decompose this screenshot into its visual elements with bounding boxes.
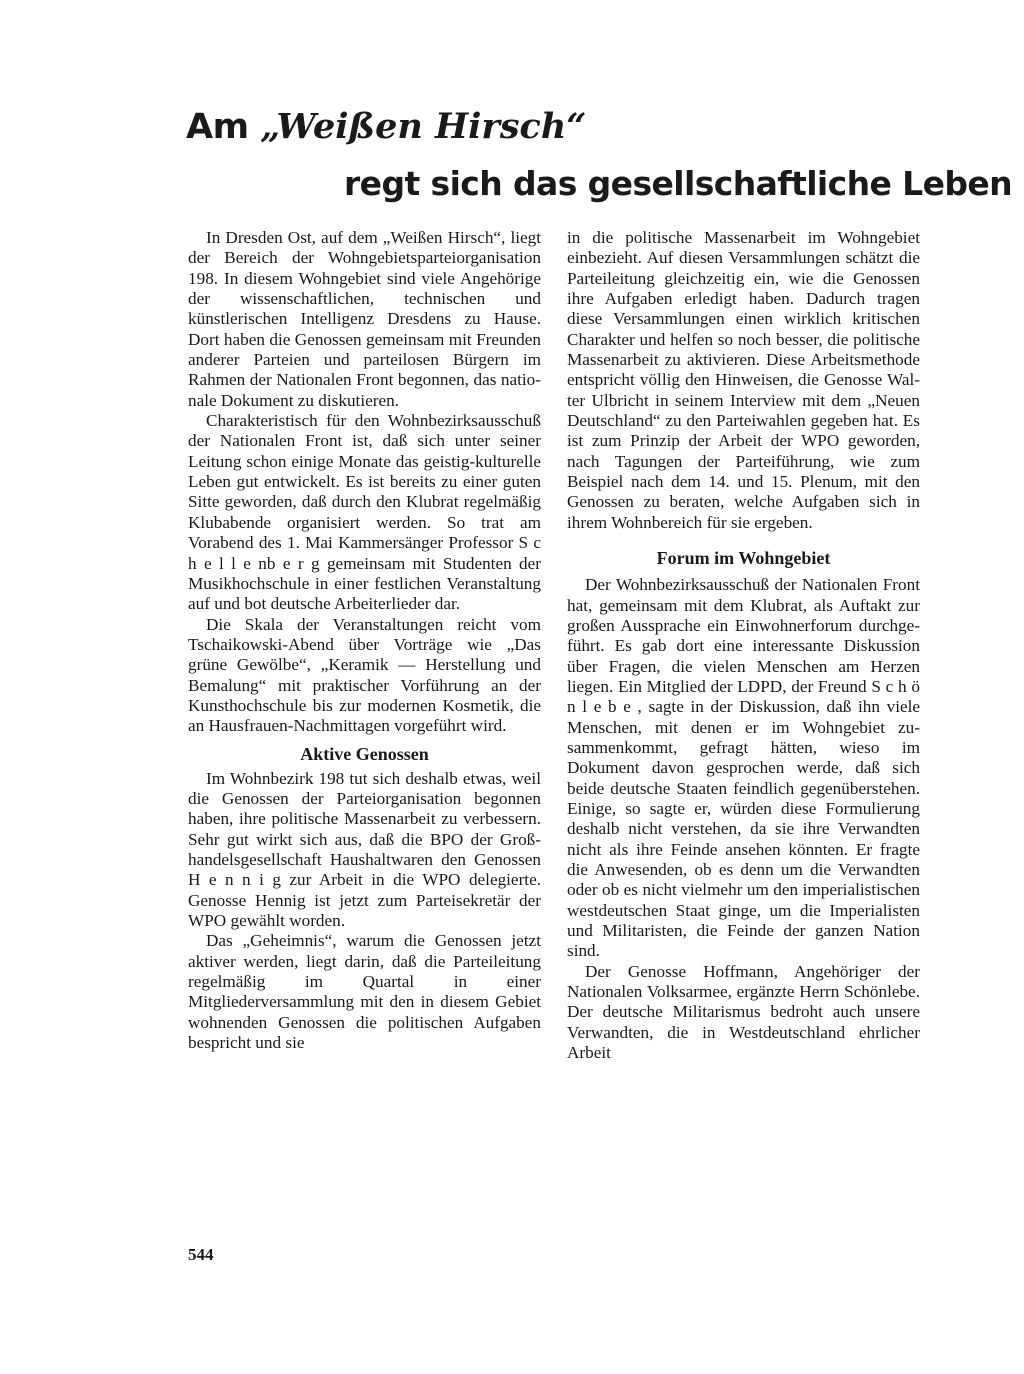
paragraph: Das „Geheimnis“, warum die Genossen jetzt aktiver werden, liegt darin, daß die Parteileitung regelmäßig im Quartal in einer Mitgliederversammlung mit den in diesem Gebiet wohnenden Genossen die politischen Aufgaben bespricht und sie <box>188 931 541 1053</box>
left-column <box>188 228 541 1053</box>
paragraph: Charakteristisch für den Wohnbezirksausschuß der Nationalen Front ist, daß sich unter seiner Leitung schon einige Monate das geistig-kulturelle Leben gut entwickelt. Es ist bereits zu einer guten Sitte geworden, daß durch den Klubrat regelmäßig Klubabende organisiert werden. So trat am Vorabend des 1. Mai Kammersänger Professor S c h e l l e nb e r g gemeinsam mit Studenten der Musikhochschule in einer festlichen Veranstaltung auf und bot deutsche Arbeiterlieder dar. <box>188 411 541 614</box>
right-column <box>567 228 920 1063</box>
headline-prefix: Am <box>186 107 261 147</box>
paragraph: Im Wohnbezirk 198 tut sich deshalb etwas, weil die Genossen der Parteiorganisation begonnen haben, ihre politische Massenarbeit zu verbessern. Sehr gut wirkt sich aus, daß die BPO der Großhandelsgesellschaft Haushaltwaren den Genossen H e n n i g zur Arbeit in die WPO delegierte. Genosse Hennig ist jetzt zum Parteisekretär der WPO gewählt worden. <box>188 768 541 930</box>
section-heading-aktive-genossen: Aktive Genossen <box>300 743 429 764</box>
headline-line-2: regt sich das gesellschaftliche Leben <box>344 164 1013 203</box>
headline-line-1 <box>186 106 586 147</box>
section-heading-forum: Forum im Wohngebiet <box>656 548 831 569</box>
paragraph: Die Skala der Veranstaltungen reicht vom Tschaikowski-Abend über Vorträge wie „Das grüne Gewölbe“, „Keramik — Herstellung und Bemalung“ mit praktischer Vorführung an der Kunsthochschule bis zur modernen Kosmetik, die an Hausfrauen-Nachmittagen vorgeführt wird. <box>188 614 541 736</box>
paragraph: Der Wohnbezirksausschuß der Nationalen Front hat, gemeinsam mit dem Klubrat, als Auftakt zur großen Aussprache ein Einwohnerforum durchgeführt. Es gab dort eine interessante Diskussion über Fragen, die vielen Menschen am Herzen liegen. Ein Mitglied der LDPD, der Freund S c h ö n l e b e , sagte in der Diskussion, daß ihn viele Menschen, mit denen er im Wohngebiet zusammenkommt, gefragt hätten, wieso im Dokument davon gesprochen werde, daß sich beide deutsche Staaten feindlich gegenüberstehen. Einige, so sagte er, würden diese Formulierung deshalb nicht verstehen, da sie ihre Verwandten nicht als ihre Feinde ansehen könnten. Er fragte die Anwesenden, ob es denn um die Verwandten oder ob es nicht vielmehr um den imperialistischen westdeutschen Staat ginge, um die Imperialisten und Militaristen, die Feinde der ganzen Nation sind. <box>567 575 920 961</box>
paragraph: Der Genosse Hoffmann, Angehöriger der Nationalen Volksarmee, ergänzte Herrn Schönlebe. Der deutsche Militarismus bedroht auch unsere Verwandten, die in Westdeutschland ehrlicher Arbeit <box>567 961 920 1063</box>
headline-script-name: „Weißen Hirsch“ <box>260 106 587 147</box>
paragraph: In Dresden Ost, auf dem „Weißen Hirsch“, liegt der Bereich der Wohngebietsparteiorganisation 198. In diesem Wohngebiet sind viele Angehörige der wissenschaftlichen, technischen und künstlerischen Intelligenz Dresdens zu Hause. Dort haben die Genossen gemeinsam mit Freunden anderer Parteien und parteilosen Bürgern im Rahmen der Nationalen Front begonnen, das nationale Dokument zu diskutieren. <box>188 228 541 410</box>
page-number: 544 <box>188 1245 214 1264</box>
paragraph: in die politische Massenarbeit im Wohngebiet einbezieht. Auf diesen Versammlungen schätzt die Parteileitung gleichzeitig ein, wie die Genossen ihre Aufgaben erledigt haben. Dadurch tragen diese Versammlungen einen wirklich kritischen Charakter und helfen so noch besser, die politische Massenarbeit zu aktivieren. Diese Arbeitsmethode entspricht völlig den Hinweisen, die Genosse Walter Ulbricht in seinem Interview mit dem „Neuen Deutschland“ zu den Parteiwahlen gegeben hat. Es ist zum Prinzip der Arbeit der WPO geworden, nach Tagungen der Parteiführung, wie zum Beispiel nach dem 14. und 15. Plenum, mit den Genossen zu beraten, welche Aufgaben sich in ihrem Wohnbereich für sie ergeben. <box>567 228 920 532</box>
